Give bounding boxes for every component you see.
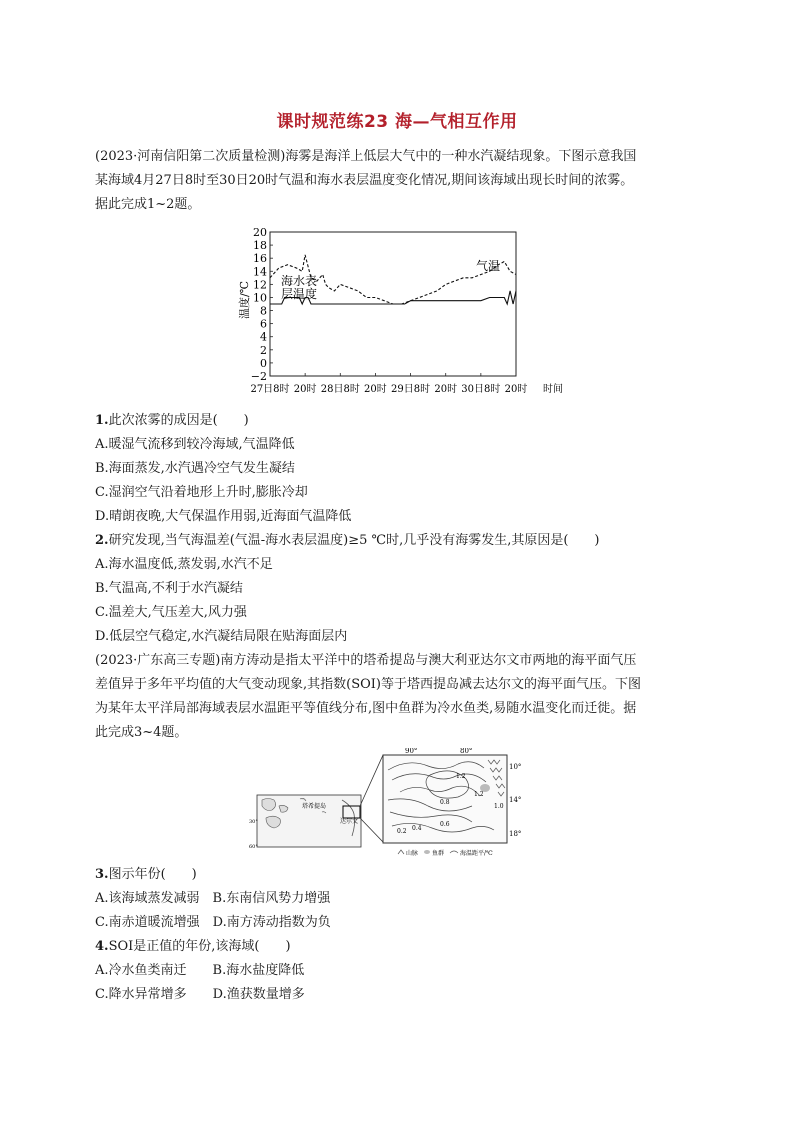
q1-option-b: B.海面蒸发,水汽遇冷空气发生凝结 [95, 461, 295, 476]
intro-line-1: (2023·河南信阳第二次质量检测)海雾是海洋上低层大气中的一种水汽凝结现象。下图示意我国 [95, 149, 637, 164]
y-tick-label: 16 [253, 252, 267, 266]
intro-line-2: 某海域4月27日8时至30日20时气温和海水表层温度变化情况,期间该海域出现长时间的浓雾。 [95, 173, 634, 188]
q2-stem [95, 532, 600, 550]
contour-label-0-4: 0.4 [412, 825, 422, 832]
contour-label-0-2: 0.2 [397, 828, 407, 835]
q1-text: 此次浓雾的成因是( ) [108, 413, 249, 428]
y-tick-label: 10 [253, 291, 267, 305]
lat-18: 18° [509, 830, 522, 838]
inset-lat-30: 30° [249, 819, 258, 825]
q2-option-c: C.温差大,气压差大,风力强 [95, 605, 247, 620]
q1-option-a: A.暖湿气流移到较冷海域,气温降低 [95, 437, 295, 452]
q4-stem [95, 938, 291, 956]
intro2-line-2: 差值异于多年平均值的大气变动现象,其指数(SOI)等于塔西提岛减去达尔文的海平面气压。下图 [95, 677, 641, 692]
contour-label-0-8: 0.8 [440, 799, 450, 806]
q1-option-d: D.晴朗夜晚,大气保温作用弱,近海面气温降低 [95, 509, 352, 524]
x-tick-label: 20时 [434, 384, 458, 395]
contour-label-0-6: 0.6 [440, 821, 450, 828]
x-tick-label: 20时 [293, 384, 317, 395]
q2-option-d: D.低层空气稳定,水汽凝结局限在贴海面层内 [95, 629, 348, 644]
y-tick-label: 8 [260, 304, 267, 318]
q2-option-b: B.气温高,不利于水汽凝结 [95, 581, 243, 596]
q1-number: 1. [95, 413, 109, 428]
x-tick-label: 30日8时 [461, 384, 501, 395]
detail-map [383, 748, 521, 843]
x-tick-label: 27日8时 [250, 384, 290, 395]
contour-label-1-0: 1.0 [494, 803, 504, 810]
legend-sst-anomaly: 海温距平/℃ [460, 850, 493, 857]
temperature-chart [0, 222, 794, 402]
legend-air-temp: 气温 [476, 259, 501, 273]
x-tick-label: 20时 [364, 384, 387, 395]
inset-lat-60: 60° [249, 844, 258, 850]
legend-sea-temp-2: 层温度 [281, 287, 318, 301]
chart-x-label: 时间 [543, 384, 563, 395]
lon-90: 90° [405, 748, 418, 755]
q2-option-a: A.海水温度低,蒸发弱,水汽不足 [95, 557, 273, 572]
intro2-line-1: (2023·广东高三专题)南方涛动是指太平洋中的塔希提岛与澳大利亚达尔文市两地的海平面气压 [95, 653, 637, 668]
page-title: 课时规范练23 海—气相互作用 [276, 112, 518, 132]
legend-sea-temp-1: 海水表 [281, 274, 318, 288]
legend-fish: 鱼群 [432, 850, 445, 857]
x-tick-label: 29日8时 [391, 384, 431, 395]
q4-options-row-1: A.冷水鱼类南迁 B.海水盐度降低 [95, 963, 305, 978]
contour-label-1-2a: 1.2 [456, 773, 466, 780]
y-tick-label: 14 [253, 265, 267, 279]
y-tick-label: 18 [253, 239, 267, 253]
q3-options-row-1: A.该海域蒸发减弱 B.东南信风势力增强 [95, 891, 331, 906]
inset-map [249, 795, 361, 850]
x-tick-label: 28日8时 [320, 384, 360, 395]
q4-options-row-2: C.降水异常增多 D.渔获数量增多 [95, 987, 305, 1002]
y-tick-label: 0 [260, 356, 267, 370]
intro-line-3: 据此完成1~2题。 [95, 197, 201, 212]
q4-text: SOI是正值的年份,该海域( ) [108, 939, 291, 954]
q3-text: 图示年份( ) [108, 867, 197, 882]
q3-number: 3. [95, 867, 109, 882]
q4-number: 4. [95, 939, 109, 954]
y-tick-label: 12 [253, 278, 267, 292]
lat-14: 14° [509, 796, 522, 804]
legend-mountain: 山脉 [406, 850, 419, 857]
contour-label-1-2b: 1.2 [474, 791, 484, 798]
y-tick-label: −2 [250, 370, 267, 383]
chart-y-label: 温度/℃ [238, 280, 251, 320]
q2-number: 2. [95, 533, 109, 548]
q3-stem [95, 866, 197, 884]
sea-temperature-map [0, 748, 794, 860]
y-tick-label: 4 [260, 330, 267, 344]
intro2-line-3: 为某年太平洋局部海域表层水温距平等值线分布,图中鱼群为冷水鱼类,易随水温变化而迁徙。据 [95, 701, 637, 716]
q1-option-c: C.湿润空气沿着地形上升时,膨胀冷却 [95, 485, 308, 500]
map-legend [398, 849, 493, 857]
y-tick-label: 2 [260, 343, 267, 357]
q2-text: 研究发现,当气海温差(气温-海水表层温度)≥5 ℃时,几乎没有海雾发生,其原因是( ) [108, 533, 600, 548]
q1-stem [95, 412, 249, 430]
inset-label-tahiti: 塔希提岛 [302, 803, 327, 810]
inset-label-darwin: 达尔文 [340, 818, 359, 825]
x-tick-label: 20时 [504, 384, 528, 395]
intro2-line-4: 此完成3~4题。 [95, 725, 188, 740]
y-tick-label: 6 [260, 317, 267, 331]
lon-80: 80° [460, 748, 473, 755]
lat-10: 10° [509, 763, 522, 771]
q3-options-row-2: C.南赤道暖流增强 D.南方涛动指数为负 [95, 915, 331, 930]
y-tick-label: 20 [253, 226, 267, 239]
